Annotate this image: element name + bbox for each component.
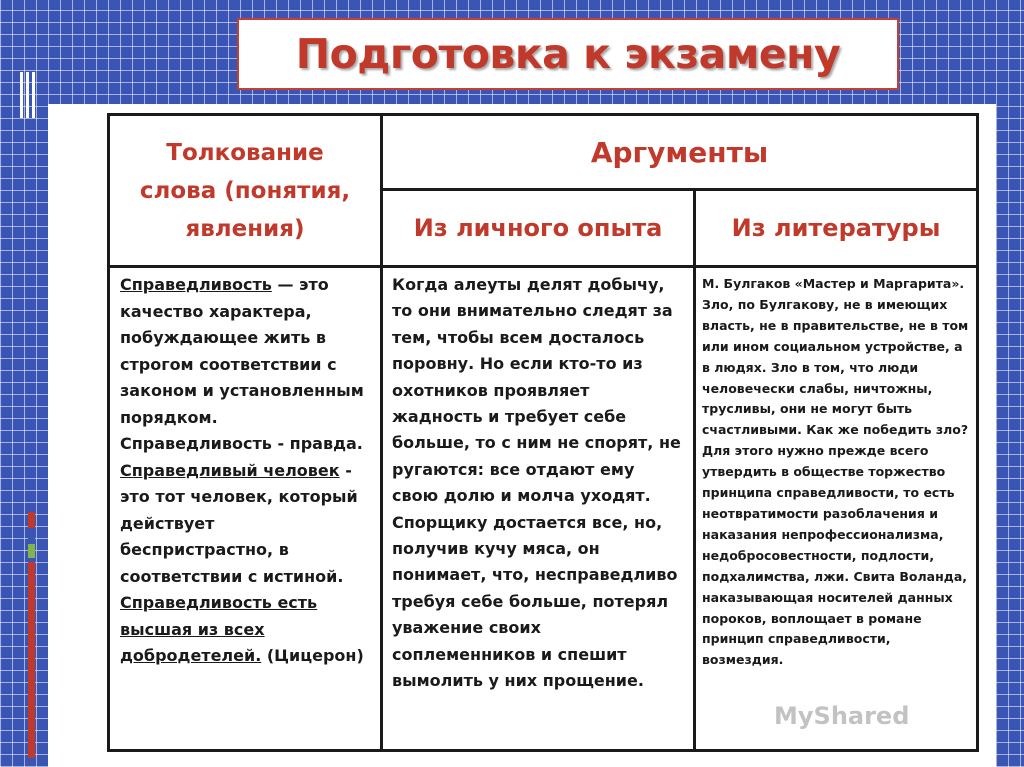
decorative-stripes bbox=[20, 72, 38, 118]
arguments-table bbox=[107, 113, 979, 752]
page-title: Подготовка к экзамену bbox=[295, 30, 841, 78]
header-line: слова (понятия, bbox=[139, 177, 351, 204]
cell-definition bbox=[110, 268, 380, 749]
definition-text: - это тот человек, который действует беспристрастно, в соответствии с истиной. bbox=[120, 460, 358, 586]
header-arguments: Аргументы bbox=[590, 135, 769, 169]
cell-personal-experience bbox=[383, 268, 693, 749]
header-line: Толкование bbox=[166, 139, 324, 166]
term-just-person: Справедливый человек bbox=[120, 460, 340, 480]
quote-author: (Цицерон) bbox=[261, 646, 364, 665]
accent-bar bbox=[28, 512, 35, 528]
header-personal-experience: Из личного опыта bbox=[413, 214, 663, 242]
accent-bar bbox=[28, 530, 35, 542]
term-justice: Справедливость bbox=[120, 275, 272, 294]
cell-literature bbox=[696, 268, 976, 749]
title-box bbox=[237, 18, 899, 90]
watermark-logo: MyShared bbox=[774, 702, 910, 730]
literature-text: М. Булгаков «Мастер и Маргарита». Зло, по Булгакову, не в имеющих власть, не в правительстве, не в том или ином социальном устройстве, а в людях. Зло в том, что люди человечески слабы, ничтожны, трусливы, они не могут быть счастливыми. Как же победить зло? Для этого нужно прежде всего утвердить в обществе торжество принципа справедливости, то есть неотвратимости разоблачения и наказания непрофессионализма, недобросовестности, подлости, подхалимства, лжи. Свита Воланда, наказывающая носителей данных пороков, воплощает в романе принцип справедливости, возмездия. bbox=[702, 276, 969, 668]
personal-experience-text: Когда алеуты делят добычу, то они внимательно следят за тем, чтобы всем досталось поровну. Но если кто-то из охотников проявляет жадность и требует себе больше, то с ним не спорят, не ругаются: все отдают ему свою долю и молча уходят. Спорщику достается все, но, получив кучу мяса, он понимает, что, несправедливо требуя себе больше, потерял уважение своих соплеменников и спешит вымолить у них прощение. bbox=[392, 275, 681, 691]
quote-text: Справедливость есть высшая из всех добродетелей. bbox=[120, 593, 318, 665]
header-literature: Из литературы bbox=[731, 214, 941, 242]
definition-text: — это качество характера, побуждающее жить в строгом соответствии с законом и установленным порядком. bbox=[120, 275, 364, 427]
header-line: явления) bbox=[185, 215, 305, 242]
definition-text: Справедливость - правда. bbox=[120, 434, 363, 453]
header-interpretation bbox=[110, 116, 380, 265]
accent-bar bbox=[28, 544, 35, 558]
accent-bar bbox=[28, 562, 35, 758]
